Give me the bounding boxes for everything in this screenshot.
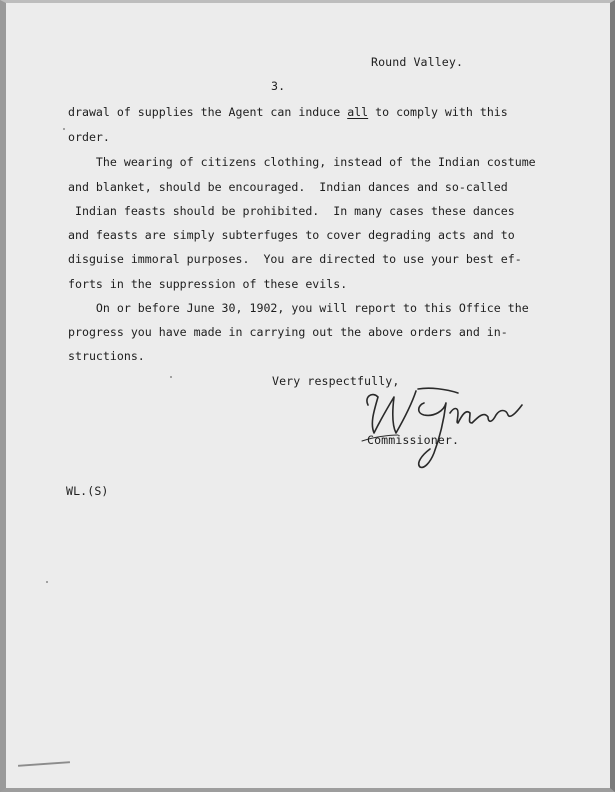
page-number: 3. [271,79,286,93]
paragraph-3-line: On or before June 30, 1902, you will report to this Office the [68,301,529,315]
paragraph-1-line-1 [68,107,508,119]
paper-speck [63,128,65,130]
paragraph-1-line-2: order. [68,130,110,144]
handwritten-signature [354,383,534,475]
paragraph-2-line: Indian feasts should be prohibited. In many cases these dances [68,204,515,218]
closing-title: Commissioner. [367,433,460,447]
paper-speck [170,376,172,378]
underlined-word: all [347,105,369,119]
closing-salutation: Very respectfully, [272,374,400,388]
text-run: to comply with this [368,105,508,119]
paragraph-3-line: structions. [68,349,145,363]
paragraph-2-line: The wearing of citizens clothing, instead of the Indian costume [68,155,536,169]
paragraph-3-line: progress you have made in carrying out the above orders and in- [68,325,508,339]
paragraph-2-line: and feasts are simply subterfuges to cover degrading acts and to [68,228,515,242]
text-run: drawal of supplies the Agent can induce [68,105,348,119]
typist-initials: WL.(S) [66,484,109,498]
paper-mark [18,761,70,767]
paragraph-2-line: forts in the suppression of these evils. [68,277,348,291]
paragraph-2-line: disguise immoral purposes. You are directed to use your best ef- [68,252,522,266]
paper-speck [46,581,48,583]
paragraph-2-line: and blanket, should be encouraged. Indian dances and so-called [68,180,508,194]
place-heading: Round Valley. [371,55,464,69]
